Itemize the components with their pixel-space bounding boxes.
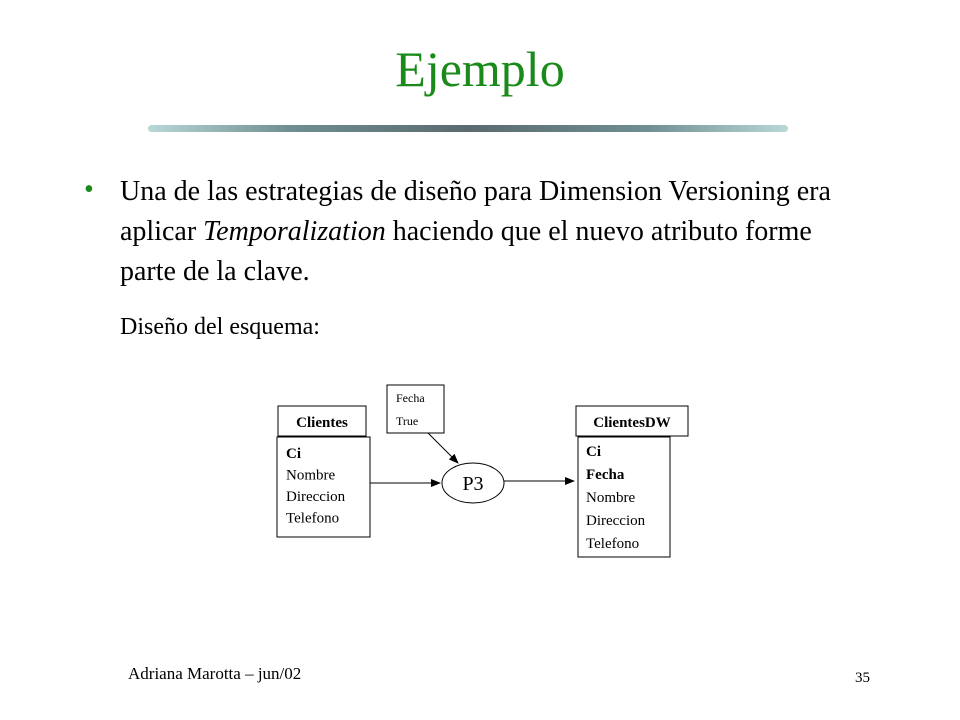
source-table-field: Direccion xyxy=(286,489,346,505)
target-table-field: Direccion xyxy=(586,513,646,529)
source-table-field: Telefono xyxy=(286,510,340,527)
target-table-field: Ci xyxy=(586,444,601,460)
source-table-field: Ci xyxy=(286,446,301,462)
bullet-text-part2: haciendo que el nuevo atributo forme parte de la clave. xyxy=(120,216,812,287)
bullet-text-part1: Una de las estrategias de diseño para Dimension Versioning era aplicar xyxy=(120,176,831,247)
target-table-field: Fecha xyxy=(586,467,625,483)
schema-design-label: Diseño del esquema: xyxy=(120,314,320,340)
page-number: 35 xyxy=(855,670,870,686)
source-table-name: Clientes xyxy=(296,415,348,431)
source-table-field: Nombre xyxy=(286,467,336,484)
process-label: P3 xyxy=(462,473,484,495)
target-table-field: Telefono xyxy=(586,536,640,552)
parameter-line-2: True xyxy=(396,414,419,428)
target-table-field: Nombre xyxy=(586,490,636,506)
bullet-text-emphasis: Temporalization xyxy=(203,216,386,247)
footer-author: Adriana Marotta – jun/02 xyxy=(128,664,302,683)
parameter-line-1: Fecha xyxy=(396,391,425,405)
slide-title: Ejemplo xyxy=(395,41,565,97)
bullet-marker: • xyxy=(84,174,94,205)
target-table-name: ClientesDW xyxy=(593,415,671,431)
arrow-parameter-to-process xyxy=(428,433,458,463)
